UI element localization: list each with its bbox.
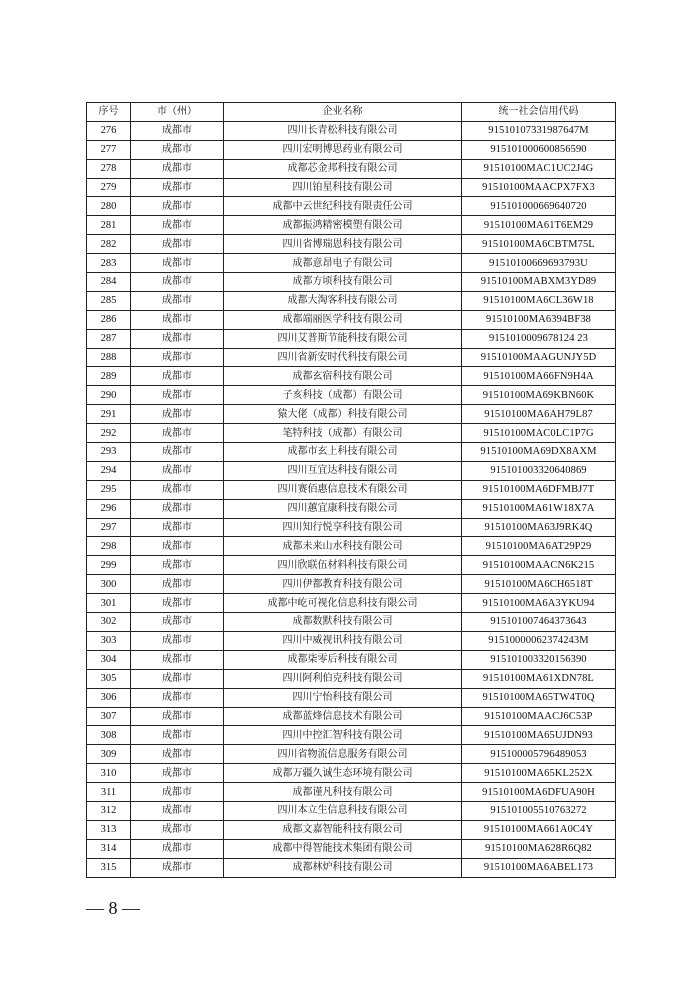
row-credit-code: 91510100MA61W18X7A [462, 499, 616, 518]
row-city: 成都市 [131, 197, 224, 216]
row-city: 成都市 [131, 254, 224, 273]
table-row [87, 631, 616, 650]
table-row [87, 839, 616, 858]
row-company-name: 四川本立生信息科技有限公司 [224, 801, 462, 820]
row-company-name: 四川中威视讯科技有限公司 [224, 631, 462, 650]
row-credit-code: 91510100MAACJ6C53P [462, 707, 616, 726]
row-company-name: 四川欣联伍材料科技有限公司 [224, 556, 462, 575]
row-city: 成都市 [131, 499, 224, 518]
row-serial: 315 [87, 858, 131, 877]
row-serial: 314 [87, 839, 131, 858]
table-row [87, 367, 616, 386]
table-row [87, 178, 616, 197]
row-credit-code: 915101000669640720 [462, 197, 616, 216]
header-credit-code: 统一社会信用代码 [462, 103, 616, 122]
row-serial: 297 [87, 518, 131, 537]
table-row [87, 783, 616, 802]
row-city: 成都市 [131, 669, 224, 688]
row-company-name: 成都蓝烽信息技术有限公司 [224, 707, 462, 726]
row-credit-code: 91510100MA6AH79L87 [462, 405, 616, 424]
row-company-name: 成都谨凡科技有限公司 [224, 783, 462, 802]
row-credit-code: 91510100MA61XDN78L [462, 669, 616, 688]
row-serial: 283 [87, 254, 131, 273]
table-row [87, 329, 616, 348]
table-row [87, 235, 616, 254]
row-company-name: 四川阿利伯克科技有限公司 [224, 669, 462, 688]
row-city: 成都市 [131, 707, 224, 726]
row-serial: 313 [87, 820, 131, 839]
row-serial: 285 [87, 291, 131, 310]
table-row [87, 575, 616, 594]
row-credit-code: 91510100MA63J9RK4Q [462, 518, 616, 537]
row-credit-code: 91510100MA6394BF38 [462, 310, 616, 329]
row-credit-code: 91510100MA6CBTM75L [462, 235, 616, 254]
table-row [87, 216, 616, 235]
row-city: 成都市 [131, 480, 224, 499]
row-company-name: 成都芯金邦科技有限公司 [224, 159, 462, 178]
row-city: 成都市 [131, 537, 224, 556]
row-credit-code: 91510100MA661A0C4Y [462, 820, 616, 839]
row-credit-code: 91510100MA6ABEL173 [462, 858, 616, 877]
row-credit-code: 91510100MA6AT29P29 [462, 537, 616, 556]
row-credit-code: 915101003320156390 [462, 650, 616, 669]
row-credit-code: 915101003320640869 [462, 461, 616, 480]
table-row [87, 140, 616, 159]
row-serial: 294 [87, 461, 131, 480]
row-credit-code: 91510100MA65TW4T0Q [462, 688, 616, 707]
row-company-name: 成都振鸿精密模塑有限公司 [224, 216, 462, 235]
row-serial: 280 [87, 197, 131, 216]
table-row [87, 405, 616, 424]
row-city: 成都市 [131, 631, 224, 650]
row-credit-code: 915100005796489053 [462, 745, 616, 764]
row-city: 成都市 [131, 367, 224, 386]
row-city: 成都市 [131, 424, 224, 443]
table-row [87, 273, 616, 292]
row-credit-code: 91510100MA69DX8AXM [462, 443, 616, 462]
row-city: 成都市 [131, 159, 224, 178]
row-serial: 301 [87, 594, 131, 613]
row-city: 成都市 [131, 235, 224, 254]
row-company-name: 成都柒零后科技有限公司 [224, 650, 462, 669]
row-credit-code: 91510100MA61T6EM29 [462, 216, 616, 235]
header-serial: 序号 [87, 103, 131, 122]
row-credit-code: 91510100MA6A3YKU94 [462, 594, 616, 613]
row-serial: 300 [87, 575, 131, 594]
table-row [87, 159, 616, 178]
table-row [87, 650, 616, 669]
row-company-name: 四川省博瑞恩科技有限公司 [224, 235, 462, 254]
row-city: 成都市 [131, 839, 224, 858]
row-serial: 312 [87, 801, 131, 820]
row-city: 成都市 [131, 858, 224, 877]
row-city: 成都市 [131, 329, 224, 348]
page-number: — 8 — [86, 898, 140, 918]
row-city: 成都市 [131, 461, 224, 480]
row-serial: 298 [87, 537, 131, 556]
row-serial: 305 [87, 669, 131, 688]
row-credit-code: 91510100MA6DFMBJ7T [462, 480, 616, 499]
table-row [87, 461, 616, 480]
row-city: 成都市 [131, 783, 224, 802]
row-city: 成都市 [131, 178, 224, 197]
row-company-name: 四川宏明博思药业有限公司 [224, 140, 462, 159]
row-city: 成都市 [131, 745, 224, 764]
row-credit-code: 91510100MA6DFUA90H [462, 783, 616, 802]
table-row [87, 556, 616, 575]
row-credit-code: 91510100MA6CL36W18 [462, 291, 616, 310]
row-serial: 277 [87, 140, 131, 159]
table-row [87, 688, 616, 707]
table-row [87, 499, 616, 518]
row-company-name: 四川赛佰惠信息技术有限公司 [224, 480, 462, 499]
table-row [87, 443, 616, 462]
row-credit-code: 91510100MAAGUNJY5D [462, 348, 616, 367]
row-city: 成都市 [131, 650, 224, 669]
table-row [87, 121, 616, 140]
row-company-name: 成都数默科技有限公司 [224, 613, 462, 632]
row-city: 成都市 [131, 386, 224, 405]
row-serial: 299 [87, 556, 131, 575]
row-credit-code: 91510100MAC1UC2J4G [462, 159, 616, 178]
row-serial: 304 [87, 650, 131, 669]
row-city: 成都市 [131, 121, 224, 140]
row-company-name: 成都未来山水科技有限公司 [224, 537, 462, 556]
table-row [87, 291, 616, 310]
row-company-name: 四川宁怡科技有限公司 [224, 688, 462, 707]
row-serial: 290 [87, 386, 131, 405]
table-row [87, 801, 616, 820]
row-company-name: 四川知行悦享科技有限公司 [224, 518, 462, 537]
table-row [87, 480, 616, 499]
row-serial: 288 [87, 348, 131, 367]
row-company-name: 笔特科技（成都）有限公司 [224, 424, 462, 443]
row-company-name: 四川长青松科技有限公司 [224, 121, 462, 140]
row-credit-code: 91510100MA628R6Q82 [462, 839, 616, 858]
table-row [87, 518, 616, 537]
row-serial: 281 [87, 216, 131, 235]
row-city: 成都市 [131, 556, 224, 575]
table-row [87, 707, 616, 726]
row-serial: 311 [87, 783, 131, 802]
row-company-name: 四川互宜达科技有限公司 [224, 461, 462, 480]
table-row [87, 726, 616, 745]
row-serial: 307 [87, 707, 131, 726]
row-credit-code: 91510100MA65KL252X [462, 764, 616, 783]
row-company-name: 成都意昂电子有限公司 [224, 254, 462, 273]
table-row [87, 348, 616, 367]
row-serial: 309 [87, 745, 131, 764]
row-credit-code: 91510107331987647M [462, 121, 616, 140]
row-credit-code: 91510000062374243M [462, 631, 616, 650]
row-company-name: 四川蕙宜康科技有限公司 [224, 499, 462, 518]
enterprise-list-table [86, 102, 616, 878]
row-serial: 289 [87, 367, 131, 386]
row-serial: 276 [87, 121, 131, 140]
row-serial: 284 [87, 273, 131, 292]
table-row [87, 197, 616, 216]
row-company-name: 成都文嘉智能科技有限公司 [224, 820, 462, 839]
row-company-name: 成都玄宿科技有限公司 [224, 367, 462, 386]
row-serial: 302 [87, 613, 131, 632]
row-city: 成都市 [131, 405, 224, 424]
table-row [87, 764, 616, 783]
table-body [87, 121, 616, 877]
row-company-name: 成都林炉科技有限公司 [224, 858, 462, 877]
row-company-name: 成都中云世纪科技有限责任公司 [224, 197, 462, 216]
row-city: 成都市 [131, 216, 224, 235]
row-serial: 286 [87, 310, 131, 329]
row-credit-code: 91510100MAACPX7FX3 [462, 178, 616, 197]
row-city: 成都市 [131, 348, 224, 367]
row-serial: 279 [87, 178, 131, 197]
row-credit-code: 9151010009678124 23 [462, 329, 616, 348]
row-city: 成都市 [131, 726, 224, 745]
table-row [87, 820, 616, 839]
row-credit-code: 91510100MA6CH6518T [462, 575, 616, 594]
row-company-name: 成都中得智能技术集团有限公司 [224, 839, 462, 858]
table-row [87, 594, 616, 613]
row-serial: 291 [87, 405, 131, 424]
row-company-name: 成都端丽医学科技有限公司 [224, 310, 462, 329]
row-credit-code: 91510100MAACN6K215 [462, 556, 616, 575]
row-serial: 278 [87, 159, 131, 178]
row-credit-code: 91510100669693793U [462, 254, 616, 273]
row-company-name: 四川省新安时代科技有限公司 [224, 348, 462, 367]
row-city: 成都市 [131, 575, 224, 594]
table-row [87, 613, 616, 632]
table-row [87, 310, 616, 329]
row-city: 成都市 [131, 443, 224, 462]
row-city: 成都市 [131, 310, 224, 329]
row-company-name: 子亥科技（成都）有限公司 [224, 386, 462, 405]
row-city: 成都市 [131, 688, 224, 707]
row-serial: 303 [87, 631, 131, 650]
row-city: 成都市 [131, 820, 224, 839]
row-company-name: 四川中控汇智科技有限公司 [224, 726, 462, 745]
row-serial: 292 [87, 424, 131, 443]
row-city: 成都市 [131, 518, 224, 537]
row-city: 成都市 [131, 594, 224, 613]
row-credit-code: 91510100MA66FN9H4A [462, 367, 616, 386]
row-company-name: 四川铂星科技有限公司 [224, 178, 462, 197]
row-credit-code: 91510100MA65UJDN93 [462, 726, 616, 745]
row-company-name: 四川省物流信息服务有限公司 [224, 745, 462, 764]
table-row [87, 537, 616, 556]
row-city: 成都市 [131, 613, 224, 632]
row-city: 成都市 [131, 764, 224, 783]
row-company-name: 四川艾普斯节能科技有限公司 [224, 329, 462, 348]
header-company-name: 企业名称 [224, 103, 462, 122]
table-row [87, 669, 616, 688]
row-company-name: 成都大淘客科技有限公司 [224, 291, 462, 310]
row-city: 成都市 [131, 801, 224, 820]
table-row [87, 424, 616, 443]
row-credit-code: 915101000600856590 [462, 140, 616, 159]
row-serial: 308 [87, 726, 131, 745]
row-city: 成都市 [131, 140, 224, 159]
row-serial: 293 [87, 443, 131, 462]
row-serial: 306 [87, 688, 131, 707]
header-city: 市（州） [131, 103, 224, 122]
row-serial: 295 [87, 480, 131, 499]
table-row [87, 386, 616, 405]
row-credit-code: 915101005510763272 [462, 801, 616, 820]
row-company-name: 猿大佬（成都）科技有限公司 [224, 405, 462, 424]
table-row [87, 858, 616, 877]
row-company-name: 成都市玄上科技有限公司 [224, 443, 462, 462]
row-company-name: 成都中屹可视化信息科技有限公司 [224, 594, 462, 613]
row-company-name: 四川伊都教育科技有限公司 [224, 575, 462, 594]
row-credit-code: 915101007464373643 [462, 613, 616, 632]
row-credit-code: 91510100MABXM3YD89 [462, 273, 616, 292]
row-city: 成都市 [131, 273, 224, 292]
row-company-name: 成都方顷科技有限公司 [224, 273, 462, 292]
table-row [87, 254, 616, 273]
table-header-row [87, 103, 616, 122]
row-serial: 282 [87, 235, 131, 254]
table-row [87, 745, 616, 764]
row-city: 成都市 [131, 291, 224, 310]
row-credit-code: 91510100MAC0LC1P7G [462, 424, 616, 443]
row-serial: 296 [87, 499, 131, 518]
row-credit-code: 91510100MA69KBN60K [462, 386, 616, 405]
row-company-name: 成都万疆久诚生态环境有限公司 [224, 764, 462, 783]
row-serial: 310 [87, 764, 131, 783]
row-serial: 287 [87, 329, 131, 348]
